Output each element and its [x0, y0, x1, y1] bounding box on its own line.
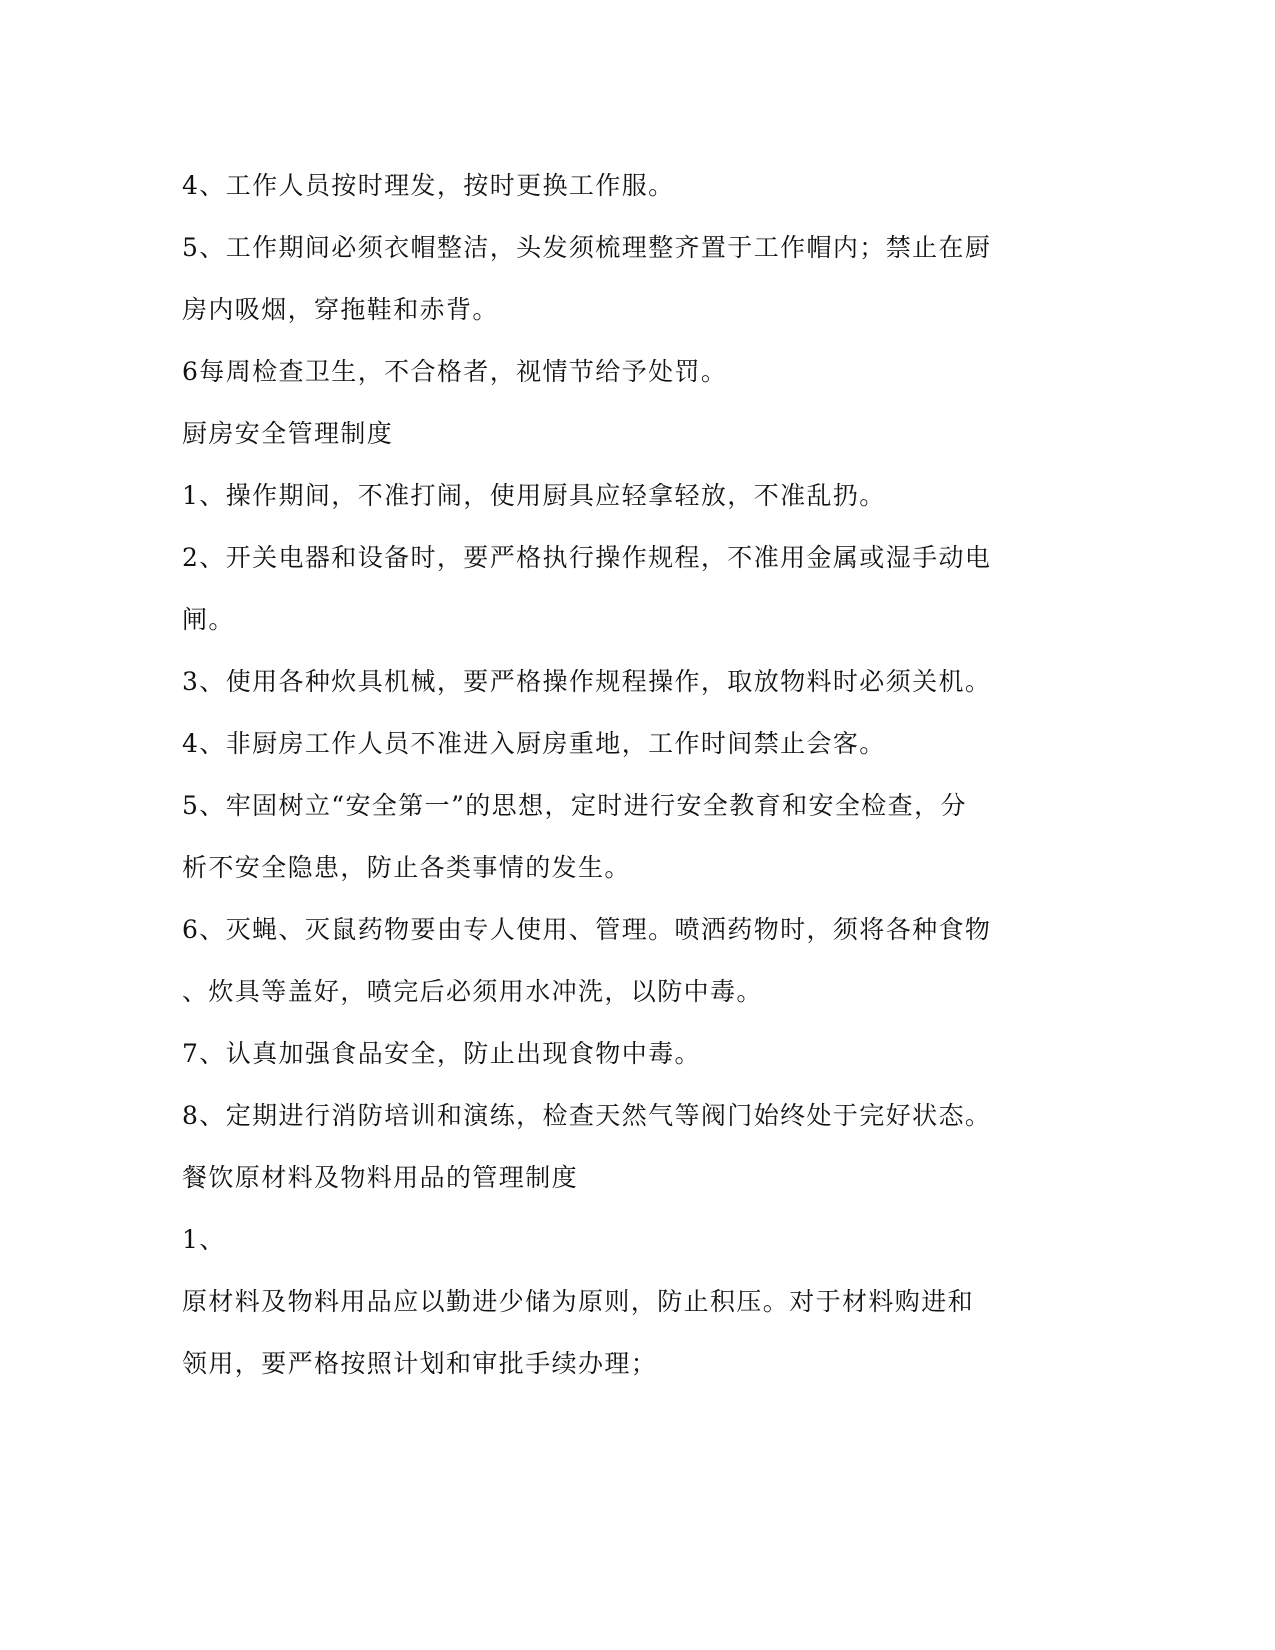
section-heading: 餐饮原材料及物料用品的管理制度 [182, 1163, 579, 1192]
text-line: 领用，要严格按照计划和审批手续办理； [182, 1349, 658, 1378]
text-line: 6、灭蝇、灭鼠药物要由专人使用、管理。喷洒药物时，须将各种食物 [182, 915, 992, 944]
text-line: 4、非厨房工作人员不准进入厨房重地，工作时间禁止会客。 [182, 729, 886, 758]
text-line: 2、开关电器和设备时，要严格执行操作规程，不准用金属或湿手动电 [182, 543, 992, 572]
text-line: 析不安全隐患，防止各类事情的发生。 [182, 853, 631, 882]
text-line: 1、操作期间，不准打闹，使用厨具应轻拿轻放，不准乱扔。 [182, 481, 886, 510]
section-heading: 厨房安全管理制度 [182, 419, 394, 448]
text-line: 7、认真加强食品安全，防止出现食物中毒。 [182, 1039, 701, 1068]
text-line: 闸。 [182, 605, 235, 634]
text-line: 、炊具等盖好，喷完后必须用水冲洗，以防中毒。 [182, 977, 763, 1006]
text-line: 3、使用各种炊具机械，要严格操作规程操作，取放物料时必须关机。 [182, 667, 992, 696]
text-line: 1、 [182, 1225, 226, 1254]
text-line: 4、工作人员按时理发，按时更换工作服。 [182, 171, 675, 200]
text-line: 原材料及物料用品应以勤进少储为原则，防止积压。对于材料购进和 [182, 1287, 975, 1316]
text-line: 5、工作期间必须衣帽整洁，头发须梳理整齐置于工作帽内；禁止在厨 [182, 233, 992, 262]
text-line: 房内吸烟，穿拖鞋和赤背。 [182, 295, 499, 324]
text-line: 5、牢固树立“安全第一”的思想，定时进行安全教育和安全检查，分 [182, 791, 967, 820]
document-body [182, 163, 1042, 1403]
text-line: 6每周检查卫生，不合格者，视情节给予处罚。 [182, 357, 728, 386]
text-line: 8、定期进行消防培训和演练，检查天然气等阀门始终处于完好状态。 [182, 1101, 992, 1130]
